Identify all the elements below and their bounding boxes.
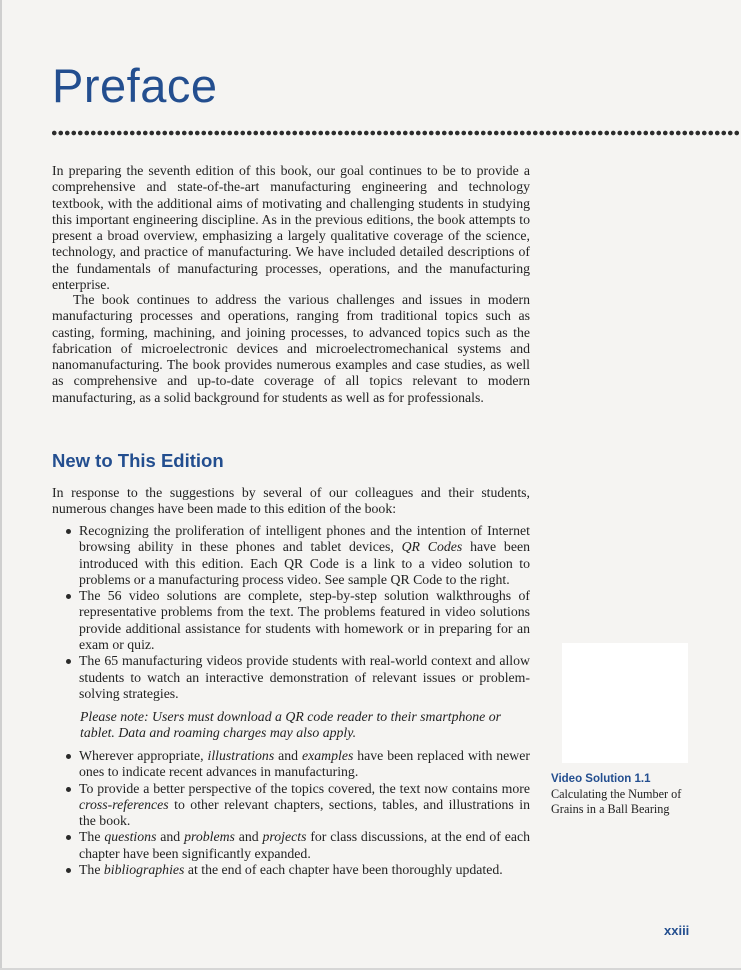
list-item: Wherever appropriate, illustrations and examples have been replaced with newer ones to indicate recent advances in manufacturing. [64,748,530,781]
bullet-icon [66,594,71,599]
page-title: Preface [52,59,218,112]
bullet-icon [66,754,71,759]
page-edge [0,0,2,970]
list-item: Recognizing the proliferation of intelligent phones and the intention of Internet browsing ability in these phones and tablet devices, QR Codes have been introduced with this edition. Each QR Code is a link to a video solution to problems or a manufacturing process video. See sample QR Code to the right. [64,523,530,588]
caption-text: Calculating the Number of Grains in a Ball Bearing [551,787,682,816]
qr-code-placeholder[interactable] [562,643,688,763]
caption-label: Video Solution 1.1 [551,773,651,785]
bullet-icon [66,835,71,840]
dotted-divider [51,129,741,137]
list-item: The bibliographies at the end of each chapter have been thoroughly updated. [64,862,530,878]
bullet-icon [66,787,71,792]
video-solution-caption [551,771,701,817]
list-item: To provide a better perspective of the topics covered, the text now contains more cross-references to other relevant chapters, sections, tables, and illustrations in the book. [64,781,530,830]
bullet-icon [66,529,71,534]
changes-list-a [64,523,530,702]
list-item: The 65 manufacturing videos provide students with real-world context and allow students to watch an interactive demonstration of relevant issues or problem-solving strategies. [64,653,530,702]
section-heading: New to This Edition [52,450,224,471]
qr-note: Please note: Users must download a QR code reader to their smartphone or tablet. Data and roaming charges may also apply. [80,709,502,741]
intro-paragraph-2: The book continues to address the various challenges and issues in modern manufacturing processes and operations, ranging from traditional topics such as casting, forming, machining, and joining processes, to advanced topics such as the fabrication of microelectronic devices and microelectromechanical systems and nanomanufacturing. The book provides numerous examples and case studies, as well as comprehensive and up-to-date coverage of all topics relevant to modern manufacturing, as a solid background for students as well as for professionals. [52,292,530,405]
list-item: The questions and problems and projects for class discussions, at the end of each chapter have been significantly expanded. [64,829,530,862]
page-number: xxiii [664,923,690,938]
bullet-icon [66,659,71,664]
intro-paragraph-1: In preparing the seventh edition of this book, our goal continues to be to provide a comprehensive and state-of-the-art manufacturing engineering and technology textbook, with the additional aims of motivating and challenging students in studying this important engineering discipline. As in the previous editions, the book attempts to present a broad overview, emphasizing a largely qualitative coverage of the science, technology, and practice of manufacturing. We have included detailed descriptions of the fundamentals of manufacturing processes, operations, and the manufacturing enterprise. [52,163,530,293]
list-item: The 56 video solutions are complete, step-by-step solution walkthroughs of representative problems from the text. The problems featured in video solutions provide additional assistance for students with homework or in preparing for an exam or quiz. [64,588,530,653]
bullet-icon [66,868,71,873]
changes-list-b [64,748,530,878]
section-intro-paragraph: In response to the suggestions by several of our colleagues and their students, numerous changes have been made to this edition of the book: [52,485,530,517]
